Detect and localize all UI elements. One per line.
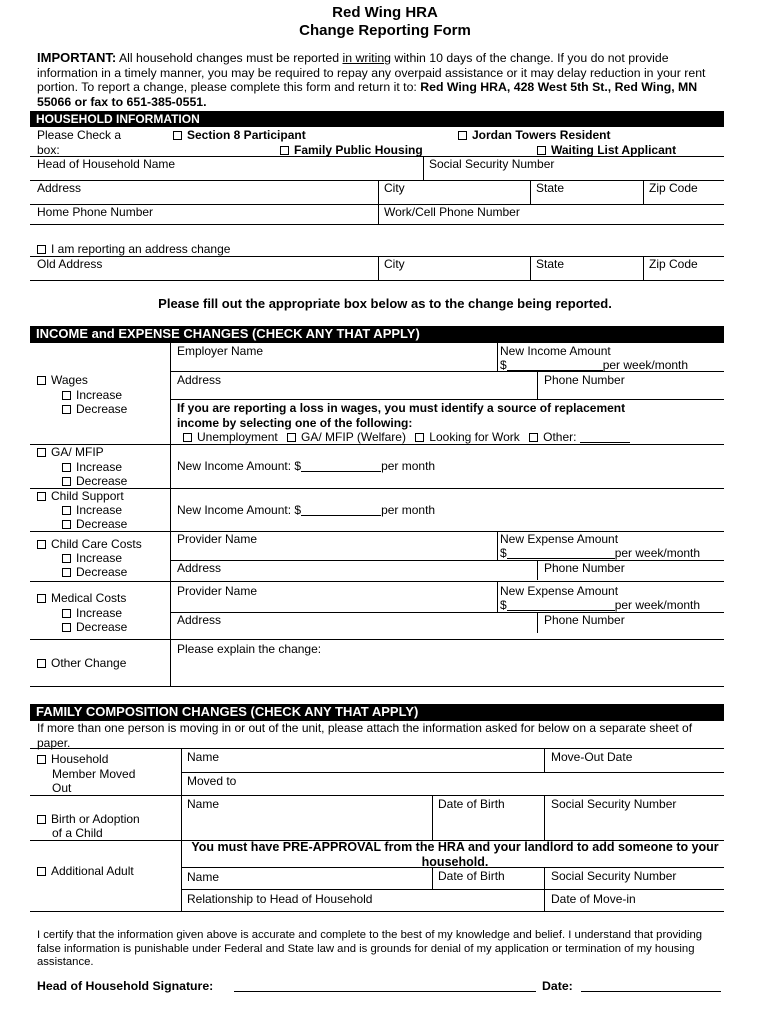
checkbox-ga-increase[interactable]: Increase <box>62 460 122 474</box>
checkbox-icon <box>62 506 71 515</box>
checkbox-cs-decrease[interactable]: Decrease <box>62 517 127 531</box>
cc-provider-name-field[interactable]: Provider Name <box>177 532 258 546</box>
signature-line[interactable] <box>234 991 536 992</box>
old-state-field[interactable]: State <box>536 257 565 271</box>
checkbox-address-change[interactable]: I am reporting an address change <box>37 242 230 256</box>
ga-income-amount-field[interactable]: New Income Amount: $ per month <box>177 459 436 473</box>
checkbox-icon <box>37 867 46 876</box>
state-field[interactable]: State <box>536 181 565 195</box>
checkbox-icon <box>37 448 46 457</box>
birth-dob-field[interactable]: Date of Birth <box>438 797 505 811</box>
checkbox-birth-adoption[interactable]: Birth or Adoption <box>37 812 140 826</box>
wages-amount-field[interactable]: $ per week/month <box>500 358 689 372</box>
checkbox-icon <box>62 568 71 577</box>
checkbox-icon <box>37 492 46 501</box>
checkbox-med-decrease[interactable]: Decrease <box>62 620 127 634</box>
checkbox-waiting-list[interactable]: Waiting List Applicant <box>537 143 676 157</box>
form-title: Red Wing HRA <box>332 4 438 21</box>
move-out-date-field[interactable]: Move-Out Date <box>551 750 633 764</box>
home-phone-field[interactable]: Home Phone Number <box>37 205 154 219</box>
signature-label: Head of Household Signature: <box>37 979 214 993</box>
adult-ssn-field[interactable]: Social Security Number <box>551 869 677 883</box>
employer-name-field[interactable]: Employer Name <box>177 344 264 358</box>
important-notice: IMPORTANT: All household changes must be reported in writing within 10 days of the change. If you do not provide information in a timely manner, you may be required to repay any overpaid assistance or it may delay reduction in your rent portion. To report a change, please complete this form and return it to: Red Wing HRA, 428 West 5th St., Red Wing, MN 55066 or fax to 651-385-0551. <box>37 50 706 109</box>
moved-out-name-field[interactable]: Name <box>187 750 220 764</box>
family-section-header: FAMILY COMPOSITION CHANGES (CHECK ANY THAT APPLY) <box>30 704 724 721</box>
checkbox-jordan-towers[interactable]: Jordan Towers Resident <box>458 128 610 142</box>
explain-change-field[interactable]: Please explain the change: <box>177 642 322 656</box>
checkbox-other-change[interactable]: Other Change <box>37 656 126 670</box>
checkbox-wages-increase[interactable]: Increase <box>62 388 122 402</box>
birth-name-field[interactable]: Name <box>187 797 220 811</box>
checkbox-icon <box>458 131 467 140</box>
cc-phone-field[interactable]: Phone Number <box>544 561 625 575</box>
city-field[interactable]: City <box>384 181 405 195</box>
checkbox-icon <box>37 659 46 668</box>
other-income-field[interactable] <box>580 442 630 443</box>
certification-text: I certify that the information given above is accurate and complete to the best of my knowledge and belief. I understand that providing false information is punishable under Federal and State law and is grounds for denial of my application or termination of my housing assistance. <box>37 929 703 968</box>
checkbox-icon <box>37 755 46 764</box>
checkbox-child-care[interactable]: Child Care Costs <box>37 537 142 551</box>
moved-to-field[interactable]: Moved to <box>187 774 237 788</box>
checkbox-icon <box>62 520 71 529</box>
checkbox-cc-decrease[interactable]: Decrease <box>62 565 127 579</box>
employer-phone-field[interactable]: Phone Number <box>544 373 625 387</box>
checkbox-cs-increase[interactable]: Increase <box>62 503 122 517</box>
med-address-field[interactable]: Address <box>177 613 222 627</box>
checkbox-icon <box>287 433 296 442</box>
family-intro: If more than one person is moving in or out of the unit, please attach the information asked for below on a separate sheet of paper. <box>37 721 693 750</box>
checkbox-icon <box>280 146 289 155</box>
cc-new-expense-label: New Expense Amount <box>500 532 619 546</box>
old-city-field[interactable]: City <box>384 257 405 271</box>
date-line[interactable] <box>581 991 721 992</box>
checkbox-med-increase[interactable]: Increase <box>62 606 122 620</box>
fill-instruction: Please fill out the appropriate box below as to the change being reported. <box>158 296 612 311</box>
checkbox-icon <box>62 391 71 400</box>
checkbox-cc-increase[interactable]: Increase <box>62 551 122 565</box>
return-address: Red Wing HRA, 428 West 5th St., Red Wing, MN 55066 or fax to 651-385-0551. <box>37 80 698 109</box>
ssn-field[interactable]: Social Security Number <box>429 157 555 171</box>
checkbox-icon <box>415 433 424 442</box>
pre-approval-note: You must have PRE-APPROVAL from the HRA and your landlord to add someone to your household. <box>191 840 719 869</box>
checkbox-icon <box>173 131 182 140</box>
in-writing: in writing <box>342 51 392 65</box>
med-new-expense-label: New Expense Amount <box>500 584 619 598</box>
adult-name-field[interactable]: Name <box>187 870 220 884</box>
checkbox-icon <box>62 477 71 486</box>
cs-income-amount-field[interactable]: New Income Amount: $ per month <box>177 503 436 517</box>
address-field[interactable]: Address <box>37 181 82 195</box>
head-of-household-name-field[interactable]: Head of Household Name <box>37 157 176 171</box>
relationship-field[interactable]: Relationship to Head of Household <box>187 892 373 906</box>
form-subtitle: Change Reporting Form <box>299 22 471 39</box>
checkbox-other-income[interactable]: Other: <box>529 430 576 444</box>
checkbox-additional-adult[interactable]: Additional Adult <box>37 864 134 878</box>
checkbox-icon <box>62 554 71 563</box>
household-section-header: HOUSEHOLD INFORMATION <box>30 111 724 127</box>
checkbox-ga-decrease[interactable]: Decrease <box>62 474 127 488</box>
zip-field[interactable]: Zip Code <box>649 181 698 195</box>
checkbox-ga-mfip[interactable]: GA/ MFIP <box>37 445 104 459</box>
birth-ssn-field[interactable]: Social Security Number <box>551 797 677 811</box>
checkbox-unemployment[interactable]: Unemployment <box>183 430 278 444</box>
checkbox-wages-decrease[interactable]: Decrease <box>62 402 127 416</box>
checkbox-icon <box>37 815 46 824</box>
checkbox-icon <box>62 609 71 618</box>
old-zip-field[interactable]: Zip Code <box>649 257 698 271</box>
adult-dob-field[interactable]: Date of Birth <box>438 869 505 883</box>
checkbox-looking-for-work[interactable]: Looking for Work <box>415 430 520 444</box>
income-section-header: INCOME and EXPENSE CHANGES (CHECK ANY THAT APPLY) <box>30 326 724 343</box>
checkbox-ga-mfip-welfare[interactable]: GA/ MFIP (Welfare) <box>287 430 406 444</box>
checkbox-icon <box>529 433 538 442</box>
med-expense-amount-field[interactable]: $ per week/month <box>500 598 701 612</box>
med-provider-name-field[interactable]: Provider Name <box>177 584 258 598</box>
checkbox-family-public-housing[interactable]: Family Public Housing <box>280 143 423 157</box>
checkbox-icon <box>537 146 546 155</box>
loss-of-wages-note: If you are reporting a loss in wages, you must identify a source of replacement income by selecting one of the following: <box>177 401 626 430</box>
cc-expense-amount-field[interactable]: $ per week/month <box>500 546 701 560</box>
date-label: Date: <box>542 979 573 993</box>
work-phone-field[interactable]: Work/Cell Phone Number <box>384 205 520 219</box>
move-in-date-field[interactable]: Date of Move-in <box>551 892 636 906</box>
employer-address-field[interactable]: Address <box>177 373 222 387</box>
checkbox-icon <box>183 433 192 442</box>
checkbox-section8[interactable]: Section 8 Participant <box>173 128 306 142</box>
checkbox-member-moved-out[interactable]: Household <box>37 752 108 766</box>
old-address-field[interactable]: Old Address <box>37 257 103 271</box>
please-check-label: Please Check a <box>37 128 122 142</box>
checkbox-icon <box>62 405 71 414</box>
new-income-amount-label: New Income Amount <box>500 344 611 358</box>
checkbox-child-support[interactable]: Child Support <box>37 489 124 503</box>
checkbox-icon <box>62 463 71 472</box>
checkbox-icon <box>37 245 46 254</box>
important-label: IMPORTANT: <box>37 50 117 65</box>
replacement-income-options <box>183 430 630 444</box>
med-phone-field[interactable]: Phone Number <box>544 613 625 627</box>
checkbox-icon <box>37 540 46 549</box>
checkbox-icon <box>62 623 71 632</box>
checkbox-medical[interactable]: Medical Costs <box>37 591 126 605</box>
checkbox-icon <box>37 376 46 385</box>
checkbox-icon <box>37 594 46 603</box>
checkbox-wages[interactable]: Wages <box>37 373 88 387</box>
cc-address-field[interactable]: Address <box>177 561 222 575</box>
